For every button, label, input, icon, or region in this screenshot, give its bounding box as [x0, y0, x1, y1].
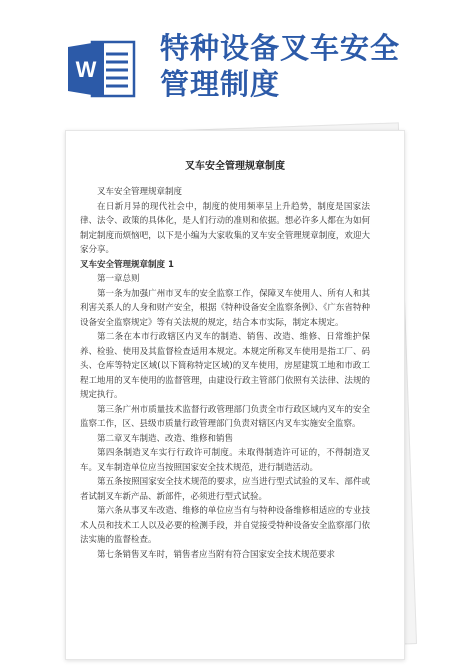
document-paragraph: 第一条为加强广州市叉车的安全监察工作，保障叉车使用人、所有人和其利害关系人的人身和财产安全，根据《特种设备安全监察条例》、《广东省特种设备安全监察规定》等有关法规的规定，结合本市实际，制定本规定。 — [80, 288, 370, 328]
document-paragraph: 第七条销售叉车时，销售者应当附有符合国家安全技术规范要求 — [97, 549, 336, 560]
document-paragraph: 第二条在本市行政辖区内叉车的制造、销售、改造、维修、日常维护保养、检验、使用及其监督检查适用本规定。本规定所称叉车使用是指工厂、码头、仓库等特定区域(以下简称特定区域)的叉车使用，房屋建筑工地和市政工程工地用的叉车使用的监督管理，由建设行政主管部门依照有关法律、法规的规定执行。 — [80, 332, 370, 400]
document-paragraph: 第二章叉车制造、改造、维修和销售 — [97, 433, 234, 444]
title-line-1: 特种设备叉车安全 — [160, 31, 401, 65]
document-paragraph: 第三条广州市质量技术监督行政管理部门负责全市行政区域内叉车的安全监察工作，区、县级市质量行政管理部门负责对辖区内叉车实施安全监察。 — [80, 404, 370, 429]
document-title: 叉车安全管理规章制度 — [185, 161, 285, 172]
word-icon-letter: W — [75, 57, 97, 82]
document-paragraph: 第四条制造叉车实行行政许可制度。未取得制造许可证的，不得制造叉车。叉车制造单位应当按照国家安全技术规范，进行制造活动。 — [80, 448, 370, 473]
page-title — [160, 30, 460, 102]
section-heading: 叉车安全管理规章制度 1 — [80, 259, 174, 270]
document-paragraph: 在日新月异的现代社会中，制度的使用频率呈上升趋势，制度是国家法律、法令、政策的具体化，是人们行动的准则和依据。想必许多人都在为如何制定制度而烦恼吧，以下是小编为大家收集的叉车安全管理规章制度，欢迎大家分享。 — [80, 201, 370, 255]
document-paragraph: 叉车安全管理规章制度 — [97, 187, 183, 197]
document-paragraph: 第五条按照国家安全技术规范的要求，应当进行型式试验的叉车、部件或者试制叉车新产品、新部件，必须进行型式试验。 — [80, 477, 370, 502]
document-body — [80, 185, 370, 562]
document-paragraph: 第六条从事叉车改造、维修的单位应当有与特种设备维修相适应的专业技术人员和技术工人以及必要的检测手段，并自觉接受特种设备安全监察部门依法实施的监督检查。 — [80, 506, 370, 545]
title-line-2: 管理制度 — [160, 67, 281, 101]
word-document-icon — [68, 40, 136, 98]
document-paragraph: 第一章总则 — [97, 274, 140, 284]
header-banner — [0, 0, 474, 125]
